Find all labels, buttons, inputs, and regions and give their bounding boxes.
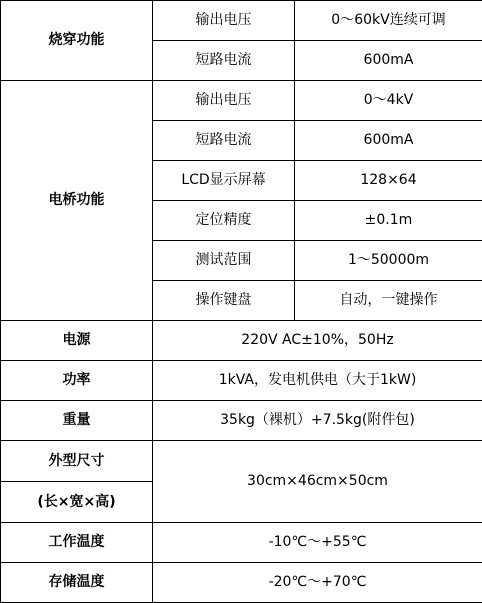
dimensions-label-cell	[1, 441, 153, 482]
dimensions-unit: (长×宽×高)	[1, 494, 152, 511]
burn-param-value: 0～60kV连续可调	[295, 1, 482, 41]
bridge-param-value: ±0.1m	[295, 201, 482, 241]
table-row	[1, 563, 482, 603]
dimensions-value: 30cm×46cm×50cm	[153, 441, 482, 523]
op-temp-value: -10℃～+55℃	[153, 523, 482, 563]
bridge-param-name: 操作键盘	[153, 281, 295, 321]
bridge-param-value: 600mA	[295, 121, 482, 161]
storage-temp-label: 存储温度	[1, 563, 153, 603]
bridge-param-name: LCD显示屏幕	[153, 161, 295, 201]
bridge-param-value: 128×64	[295, 161, 482, 201]
table-row	[1, 361, 482, 401]
wattage-value: 1kVA，发电机供电（大于1kW)	[153, 361, 482, 401]
bridge-param-value: 自动，一键操作	[295, 281, 482, 321]
dimensions-label: 外型尺寸	[1, 453, 152, 470]
storage-temp-value: -20℃～+70℃	[153, 563, 482, 603]
bridge-param-name: 测试范围	[153, 241, 295, 281]
power-label: 电源	[1, 321, 153, 361]
bridge-category-cell: 电桥功能	[1, 81, 153, 321]
burn-param-name: 输出电压	[153, 1, 295, 41]
bridge-param-value: 0～4kV	[295, 81, 482, 121]
table-row	[1, 441, 482, 482]
dimensions-unit-cell	[1, 482, 153, 523]
bridge-param-name: 定位精度	[153, 201, 295, 241]
bridge-param-name: 短路电流	[153, 121, 295, 161]
table-row	[1, 523, 482, 563]
bridge-param-value: 1～50000m	[295, 241, 482, 281]
table-row	[1, 321, 482, 361]
wattage-label: 功率	[1, 361, 153, 401]
burn-param-name: 短路电流	[153, 41, 295, 81]
table-row	[1, 401, 482, 441]
burn-category-cell: 烧穿功能	[1, 1, 153, 81]
table-row	[1, 81, 482, 121]
weight-value: 35kg（裸机）+7.5kg(附件包)	[153, 401, 482, 441]
op-temp-label: 工作温度	[1, 523, 153, 563]
bridge-param-name: 输出电压	[153, 81, 295, 121]
burn-param-value: 600mA	[295, 41, 482, 81]
weight-label: 重量	[1, 401, 153, 441]
table-row	[1, 1, 482, 41]
power-value: 220V AC±10%，50Hz	[153, 321, 482, 361]
